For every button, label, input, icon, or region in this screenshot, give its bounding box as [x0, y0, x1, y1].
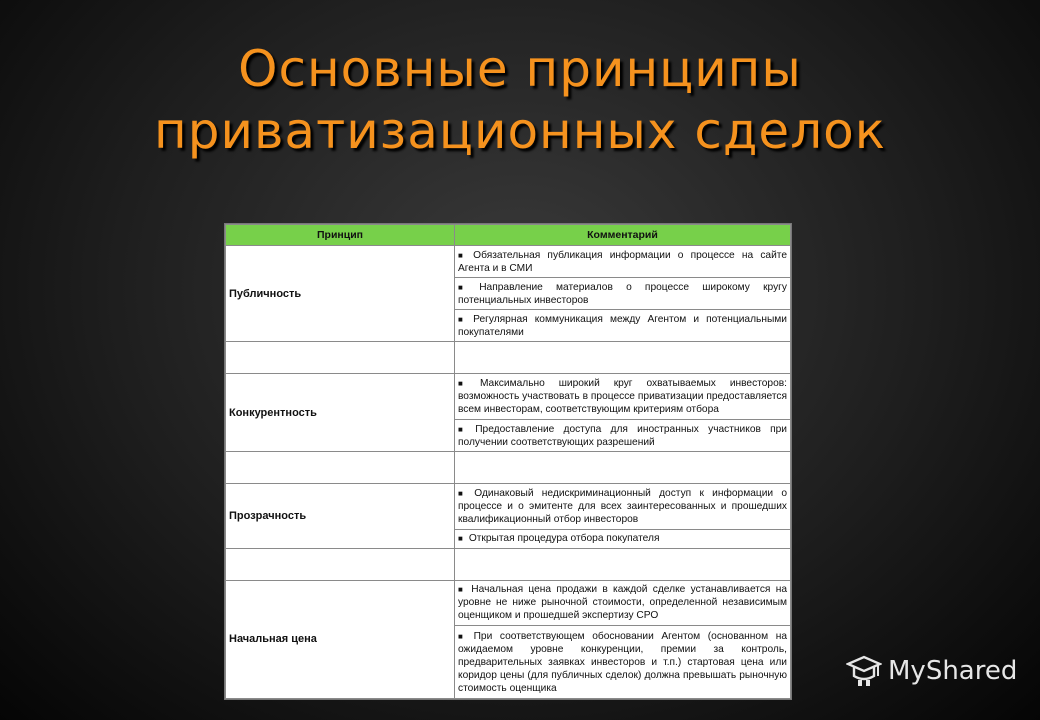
principles-table: [225, 224, 791, 699]
mortarboard-icon: [846, 654, 882, 688]
principle-cell: Конкурентность: [226, 374, 455, 452]
comment-cell: ■ Регулярная коммуникация между Агентом и потенциальными покупателями: [455, 310, 791, 342]
header-comment: Комментарий: [455, 225, 791, 246]
spacer-row: [226, 342, 791, 374]
comment-cell: ■ Открытая процедура отбора покупателя: [455, 529, 791, 548]
table-row: [226, 246, 791, 278]
bullet-icon: ■: [458, 314, 468, 324]
watermark: [846, 654, 1017, 688]
principle-cell: Прозрачность: [226, 484, 455, 548]
header-principle: Принцип: [226, 225, 455, 246]
watermark-text: MyShared: [888, 656, 1018, 686]
comment-cell: ■ Направление материалов о процессе широкому кругу потенциальных инвесторов: [455, 278, 791, 310]
bullet-icon: ■: [458, 585, 466, 595]
principles-table-container: [224, 223, 792, 700]
comment-cell: ■ Обязательная публикация информации о процессе на сайте Агента и в СМИ: [455, 246, 791, 278]
bullet-icon: ■: [458, 250, 468, 260]
bullet-icon: ■: [458, 631, 468, 641]
comment-cell: ■ Одинаковый недискриминационный доступ к информации о процессе и о эмитенте для всех заинтересованных и прошедших квалификационный отбор инвесторов: [455, 484, 791, 530]
spacer-row: [226, 452, 791, 484]
bullet-icon: ■: [458, 379, 474, 389]
bullet-icon: ■: [458, 534, 463, 544]
table-row: [226, 374, 791, 420]
slide-title-line-2: приватизационных сделок: [154, 102, 886, 160]
table-row: [226, 484, 791, 530]
comment-cell: ■ Предоставление доступа для иностранных участников при получении соответствующих разрешений: [455, 420, 791, 452]
spacer-row: [226, 548, 791, 580]
bullet-icon: ■: [458, 489, 469, 499]
slide-title-line-1: Основные принципы: [238, 40, 802, 98]
comment-cell: ■ При соответствующем обосновании Агентом (основанном на ожидаемом уровне конкуренции, премии за контроль, предварительных заявках инвесторов и т.п.) стартовая цена или коридор цены (для публичных сделок) должна превышать рыночную стоимость оценщика: [455, 626, 791, 699]
bullet-icon: ■: [458, 282, 474, 292]
comment-cell: ■ Начальная цена продажи в каждой сделке устанавливается на уровне не ниже рыночной стоимости, определенной независимым оценщиком и прошедшей экспертизу СРО: [455, 580, 791, 626]
bullet-icon: ■: [458, 424, 470, 434]
principle-cell: Публичность: [226, 246, 455, 342]
slide-title: [0, 38, 1040, 162]
table-row: [226, 580, 791, 626]
comment-cell: ■ Максимально широкий круг охватываемых инвесторов: возможность участвовать в процессе приватизации предоставляется всем инвесторам, соответствующим критериям отбора: [455, 374, 791, 420]
principle-cell: Начальная цена: [226, 580, 455, 698]
table-header-row: [226, 225, 791, 246]
